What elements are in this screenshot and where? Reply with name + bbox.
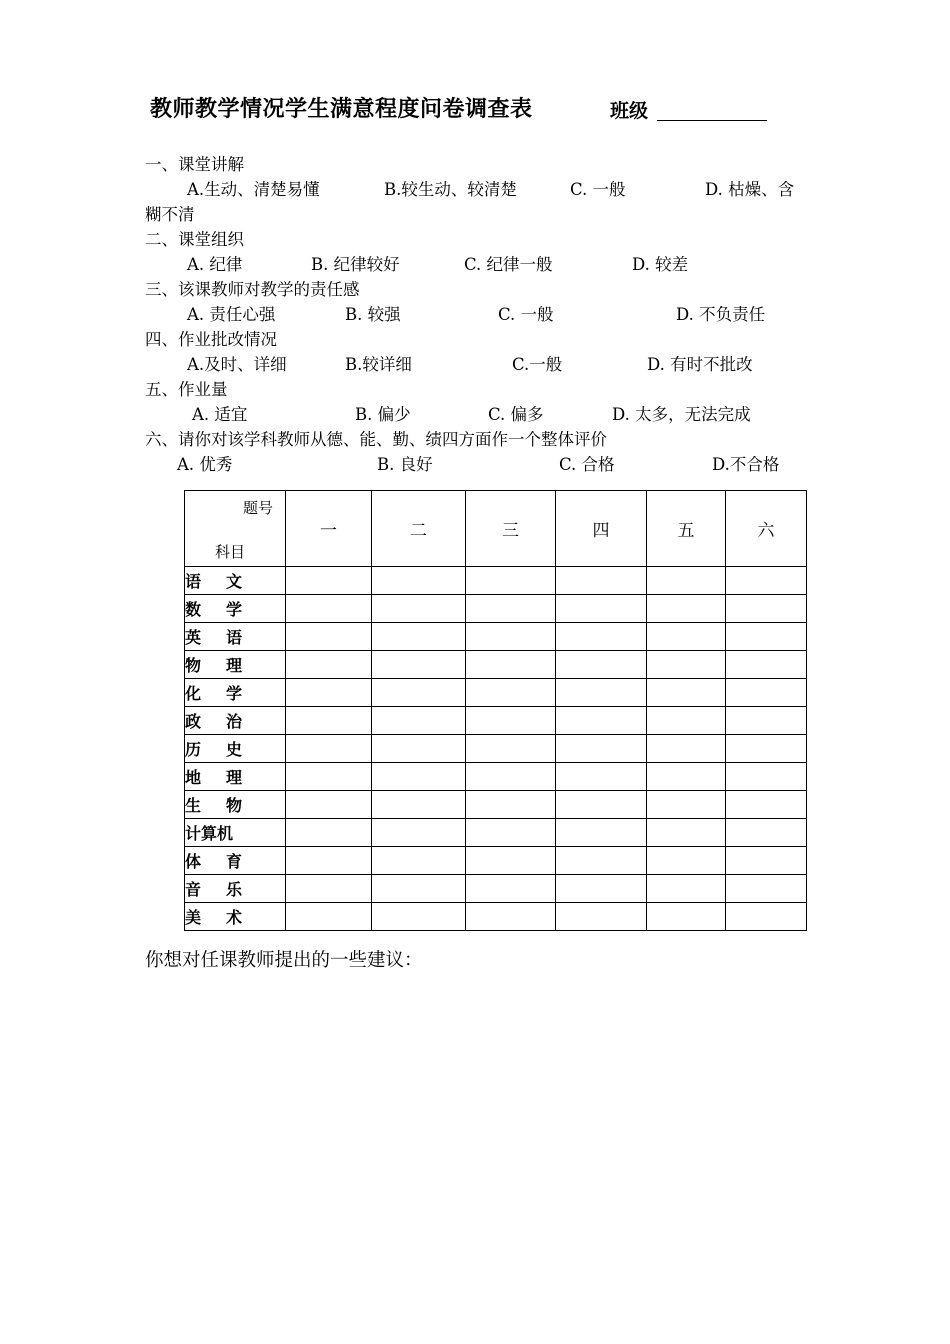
- subject-name: [185, 709, 242, 732]
- subject-char: 生: [185, 796, 202, 815]
- q4-option-c[interactable]: C.一般: [512, 355, 563, 374]
- subject-char: 学: [225, 684, 242, 703]
- rating-cell[interactable]: [556, 567, 647, 595]
- q3-option-a[interactable]: A. 责任心强: [187, 305, 276, 324]
- table-row: [185, 791, 807, 819]
- column-header: 四: [556, 491, 647, 567]
- rating-cell[interactable]: [556, 679, 647, 707]
- subject-char: 数: [185, 600, 202, 619]
- q6-option-a[interactable]: A. 优秀: [177, 455, 233, 474]
- column-header: 二: [372, 491, 466, 567]
- q6-option-b[interactable]: B. 良好: [377, 455, 433, 474]
- rating-cell[interactable]: [286, 623, 372, 651]
- rating-cell[interactable]: [647, 623, 726, 651]
- subject-char: 育: [225, 852, 242, 871]
- subject-name: [185, 737, 242, 760]
- rating-cell[interactable]: [647, 903, 726, 931]
- rating-cell[interactable]: [286, 679, 372, 707]
- rating-cell[interactable]: [556, 595, 647, 623]
- header-corner-cell: [185, 491, 286, 567]
- subject-name: [185, 597, 242, 620]
- subject-cell: [185, 567, 286, 595]
- subject-char: 文: [225, 572, 242, 591]
- column-header: 一: [286, 491, 372, 567]
- subject-name: [185, 849, 242, 872]
- q5-option-c[interactable]: C. 偏多: [488, 405, 544, 424]
- table-row: [185, 595, 807, 623]
- subject-char: 理: [225, 768, 242, 787]
- rating-cell[interactable]: [556, 875, 647, 903]
- rating-cell[interactable]: [466, 679, 556, 707]
- rating-cell[interactable]: [556, 735, 647, 763]
- rating-cell[interactable]: [372, 567, 466, 595]
- rating-cell[interactable]: [647, 791, 726, 819]
- rating-cell[interactable]: [726, 651, 807, 679]
- table-row: [185, 679, 807, 707]
- rating-cell[interactable]: [556, 623, 647, 651]
- subject-char: 体: [185, 852, 202, 871]
- rating-cell[interactable]: [726, 623, 807, 651]
- rating-cell[interactable]: [647, 651, 726, 679]
- rating-cell[interactable]: [372, 763, 466, 791]
- subject-cell: [185, 623, 286, 651]
- rating-cell[interactable]: [466, 567, 556, 595]
- rating-cell[interactable]: [372, 651, 466, 679]
- rating-cell[interactable]: [286, 735, 372, 763]
- rating-cell[interactable]: [372, 903, 466, 931]
- rating-cell[interactable]: [647, 763, 726, 791]
- rating-cell[interactable]: [726, 903, 807, 931]
- rating-cell[interactable]: [466, 763, 556, 791]
- subject-cell: [185, 651, 286, 679]
- rating-cell[interactable]: [556, 819, 647, 847]
- table-row: [185, 819, 807, 847]
- subject-cell: [185, 763, 286, 791]
- table-row: [185, 651, 807, 679]
- q1-option-d-wrap: 糊不清: [145, 205, 195, 224]
- suggestion-prompt: 你想对任课教师提出的一些建议：: [145, 950, 423, 971]
- subject-char: 史: [225, 740, 242, 759]
- subject-char: 治: [225, 712, 242, 731]
- rating-cell[interactable]: [647, 595, 726, 623]
- rating-cell[interactable]: [647, 735, 726, 763]
- table-row: [185, 707, 807, 735]
- subject-name: [185, 653, 242, 676]
- header-question-label: 题号: [242, 499, 273, 517]
- subject-name: [185, 625, 242, 648]
- rating-cell[interactable]: [286, 651, 372, 679]
- q2-option-a[interactable]: A. 纪律: [187, 255, 243, 274]
- rating-cell[interactable]: [372, 875, 466, 903]
- rating-cell[interactable]: [286, 819, 372, 847]
- rating-cell[interactable]: [372, 679, 466, 707]
- rating-cell[interactable]: [726, 763, 807, 791]
- subject-char: 乐: [225, 880, 242, 899]
- table-row: [185, 623, 807, 651]
- q4-option-a[interactable]: A.及时、详细: [187, 355, 287, 374]
- rating-cell[interactable]: [647, 567, 726, 595]
- q2-option-b[interactable]: B. 纪律较好: [311, 255, 400, 274]
- subject-cell: [185, 875, 286, 903]
- q5-option-b[interactable]: B. 偏少: [355, 405, 411, 424]
- rating-cell[interactable]: [466, 595, 556, 623]
- rating-cell[interactable]: [286, 707, 372, 735]
- column-header: 三: [466, 491, 556, 567]
- rating-cell[interactable]: [372, 847, 466, 875]
- rating-cell[interactable]: [647, 819, 726, 847]
- q2-option-d[interactable]: D. 较差: [632, 255, 689, 274]
- subject-char: 物: [185, 656, 202, 675]
- rating-cell[interactable]: [286, 903, 372, 931]
- rating-cell[interactable]: [726, 679, 807, 707]
- rating-cell[interactable]: [372, 595, 466, 623]
- table-row: [185, 567, 807, 595]
- header-subject-label: 科目: [215, 543, 246, 561]
- subject-cell: [185, 819, 286, 847]
- q1-option-d[interactable]: D. 枯燥、含: [705, 180, 795, 199]
- subject-char: 音: [185, 880, 202, 899]
- subject-char: 历: [185, 740, 202, 759]
- rating-cell[interactable]: [726, 567, 807, 595]
- subject-cell: [185, 679, 286, 707]
- rating-cell[interactable]: [372, 623, 466, 651]
- rating-cell[interactable]: [726, 875, 807, 903]
- rating-cell[interactable]: [286, 791, 372, 819]
- rating-cell[interactable]: [556, 791, 647, 819]
- rating-cell[interactable]: [726, 595, 807, 623]
- question-4-label: 四、作业批改情况: [145, 330, 277, 349]
- q4-option-d[interactable]: D. 有时不批改: [647, 355, 753, 374]
- rating-cell[interactable]: [556, 847, 647, 875]
- q2-option-c[interactable]: C. 纪律一般: [464, 255, 553, 274]
- rating-cell[interactable]: [647, 707, 726, 735]
- rating-cell[interactable]: [647, 875, 726, 903]
- subject-char: 语: [225, 628, 242, 647]
- subject-char: 物: [225, 796, 242, 815]
- column-header: 六: [726, 491, 807, 567]
- subject-cell: [185, 847, 286, 875]
- table-row: [185, 847, 807, 875]
- subject-char: 地: [185, 768, 202, 787]
- q1-option-a[interactable]: A.生动、清楚易懂: [187, 180, 320, 199]
- rating-cell[interactable]: [647, 847, 726, 875]
- rating-cell[interactable]: [466, 819, 556, 847]
- q6-option-c[interactable]: C. 合格: [559, 455, 615, 474]
- q5-option-d[interactable]: D. 太多，无法完成: [612, 405, 751, 424]
- column-header: 五: [647, 491, 726, 567]
- rating-cell[interactable]: [556, 763, 647, 791]
- subject-char: 学: [225, 600, 242, 619]
- rating-cell[interactable]: [286, 763, 372, 791]
- subject-cell: [185, 735, 286, 763]
- rating-cell[interactable]: [466, 651, 556, 679]
- class-label: 班级: [610, 100, 649, 122]
- rating-cell[interactable]: [286, 567, 372, 595]
- rating-cell[interactable]: [286, 595, 372, 623]
- q5-option-a[interactable]: A. 适宜: [192, 405, 248, 424]
- question-5-label: 五、作业量: [145, 380, 228, 399]
- rating-cell[interactable]: [372, 791, 466, 819]
- subject-char: 术: [225, 908, 242, 927]
- subject-cell: [185, 595, 286, 623]
- subject-char: 语: [185, 572, 202, 591]
- rating-cell[interactable]: [726, 847, 807, 875]
- rating-cell[interactable]: [556, 651, 647, 679]
- question-3-label: 三、该课教师对教学的责任感: [145, 280, 360, 299]
- rating-cell[interactable]: [372, 735, 466, 763]
- q1-option-c[interactable]: C. 一般: [570, 180, 626, 199]
- q4-option-b[interactable]: B.较详细: [345, 355, 412, 374]
- subject-cell: [185, 791, 286, 819]
- q1-option-b[interactable]: B.较生动、较清楚: [384, 180, 517, 199]
- rating-table: [184, 490, 807, 931]
- q6-option-d[interactable]: D.不合格: [712, 455, 780, 474]
- subject-name: [185, 793, 242, 816]
- rating-cell[interactable]: [466, 735, 556, 763]
- table-row: [185, 763, 807, 791]
- subject-name: [185, 824, 233, 843]
- rating-cell[interactable]: [466, 623, 556, 651]
- table-row: [185, 875, 807, 903]
- subject-cell: [185, 903, 286, 931]
- subject-name: [185, 905, 242, 928]
- q3-option-c[interactable]: C. 一般: [498, 305, 554, 324]
- rating-cell[interactable]: [556, 707, 647, 735]
- rating-cell[interactable]: [556, 903, 647, 931]
- rating-cell[interactable]: [466, 847, 556, 875]
- rating-cell[interactable]: [726, 735, 807, 763]
- subject-cell: [185, 707, 286, 735]
- subject-char: 英: [185, 628, 202, 647]
- q3-option-d[interactable]: D. 不负责任: [676, 305, 766, 324]
- rating-cell[interactable]: [372, 819, 466, 847]
- subject-name: [185, 877, 242, 900]
- rating-cell[interactable]: [372, 707, 466, 735]
- rating-cell[interactable]: [647, 679, 726, 707]
- subject-name: [185, 569, 242, 592]
- subject-char: 计算机: [185, 824, 234, 843]
- table-row: [185, 903, 807, 931]
- rating-cell[interactable]: [286, 847, 372, 875]
- rating-cell[interactable]: [726, 707, 807, 735]
- question-1-label: 一、课堂讲解: [145, 155, 244, 174]
- rating-cell[interactable]: [466, 903, 556, 931]
- rating-cell[interactable]: [466, 875, 556, 903]
- q3-option-b[interactable]: B. 较强: [345, 305, 401, 324]
- class-input-line[interactable]: [657, 120, 767, 121]
- rating-cell[interactable]: [286, 875, 372, 903]
- rating-cell[interactable]: [726, 819, 807, 847]
- rating-cell[interactable]: [466, 707, 556, 735]
- subject-char: 美: [185, 908, 202, 927]
- rating-cell[interactable]: [466, 791, 556, 819]
- question-6-label: 六、请你对该学科教师从德、能、勤、绩四方面作一个整体评价: [145, 430, 607, 449]
- table-row: [185, 735, 807, 763]
- question-2-label: 二、课堂组织: [145, 230, 244, 249]
- subject-name: [185, 765, 242, 788]
- subject-char: 化: [185, 684, 202, 703]
- subject-char: 政: [185, 712, 202, 731]
- subject-char: 理: [225, 656, 242, 675]
- subject-name: [185, 681, 242, 704]
- page-title: 教师教学情况学生满意程度问卷调查表: [150, 97, 533, 122]
- rating-cell[interactable]: [726, 791, 807, 819]
